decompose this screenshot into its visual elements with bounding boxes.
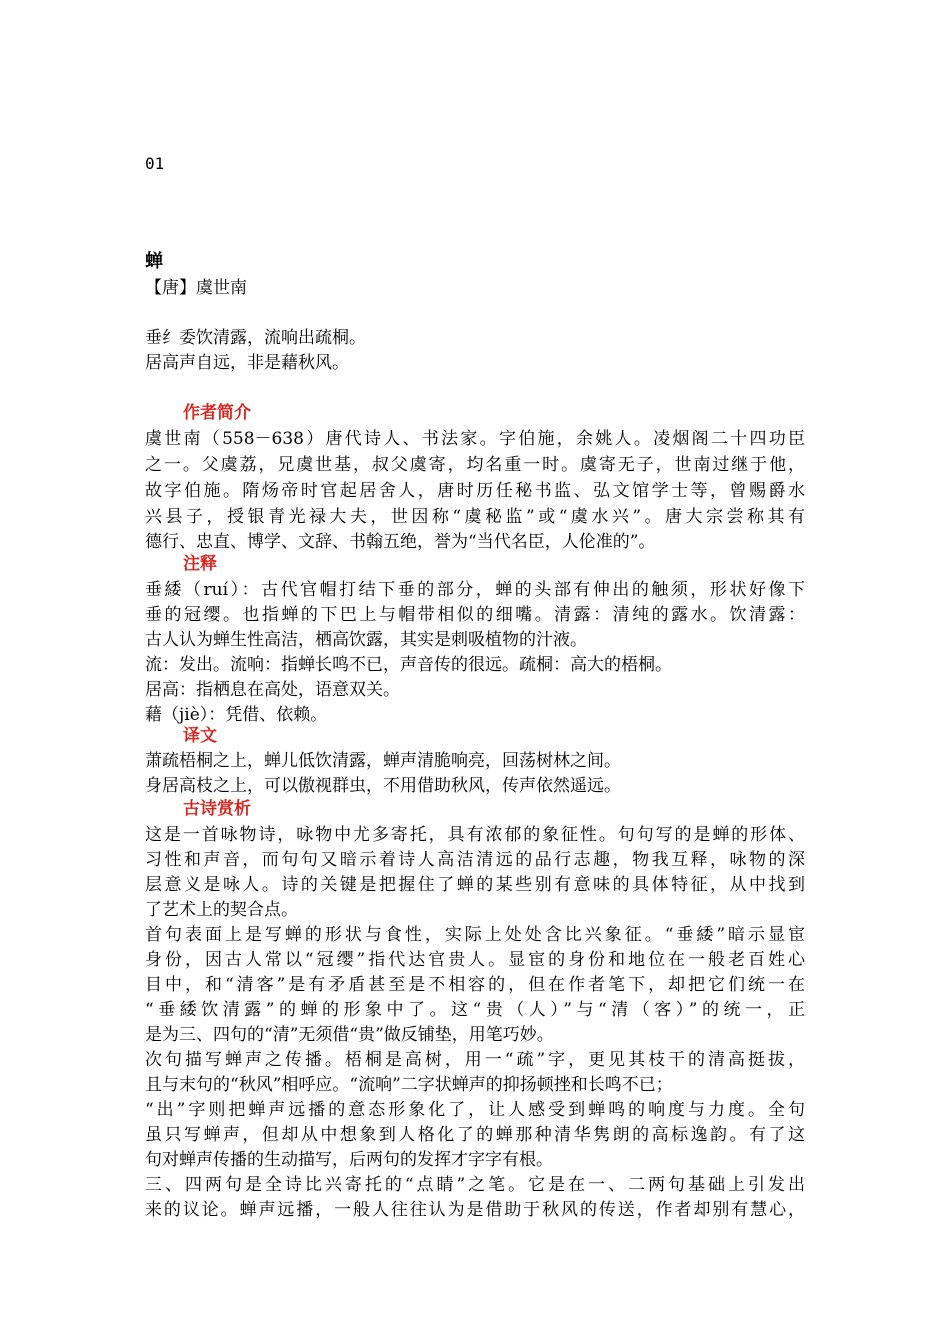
poem-author: 【唐】虞世南 bbox=[145, 278, 247, 298]
body-line: 兴县子，授银青光禄大夫，世因称“虞秘监”或“虞水兴”。唐大宗尝称其有 bbox=[145, 507, 805, 527]
body-line: “垂緌饮清露”的蝉的形象中了。这“贵（人）”与“清（客）”的统一，正 bbox=[145, 1000, 805, 1020]
section-heading-translation: 译文 bbox=[183, 726, 217, 746]
body-line: 身份，因古人常以“冠缨”指代达官贵人。显宦的身份和地位在一般老百姓心 bbox=[145, 950, 805, 970]
body-line: 句对蝉声传播的生动描写，后两句的发挥才字字有根。 bbox=[145, 1150, 553, 1170]
body-line: 居高：指栖息在高处，语意双关。 bbox=[145, 680, 400, 700]
section-heading-author-bio: 作者简介 bbox=[183, 403, 251, 423]
body-line: 流：发出。流响：指蝉长鸣不已，声音传的很远。疏桐：高大的梧桐。 bbox=[145, 655, 672, 675]
body-line: 萧疏梧桐之上，蝉儿低饮清露，蝉声清脆响亮，回荡树林之间。 bbox=[145, 751, 621, 771]
body-line: 目中，和“清客”是有矛盾甚至是不相容的，但在作者笔下，却把它们统一在 bbox=[145, 975, 805, 995]
body-line: 虽只写蝉声，但却从中想象到人格化了的蝉那种清华隽朗的高标逸韵。有了这 bbox=[145, 1125, 805, 1145]
body-line: 垂的冠缨。也指蝉的下巴上与帽带相似的细嘴。清露：清纯的露水。饮清露： bbox=[145, 605, 805, 625]
body-line: 来的议论。蝉声远播，一般人往往认为是借助于秋风的传送，作者却别有慧心， bbox=[145, 1200, 805, 1220]
body-line: 这是一首咏物诗，咏物中尤多寄托，具有浓郁的象征性。句句写的是蝉的形体、 bbox=[145, 825, 805, 845]
body-line: 且与末句的“秋风”相呼应。“流响”二字状蝉声的抑扬顿挫和长鸣不已； bbox=[145, 1075, 673, 1095]
body-line: 身居高枝之上，可以傲视群虫，不用借助秋风，传声依然遥远。 bbox=[145, 776, 621, 796]
body-line: 首句表面上是写蝉的形状与食性，实际上处处含比兴象征。“垂緌”暗示显宦 bbox=[145, 925, 805, 945]
body-line: 了艺术上的契合点。 bbox=[145, 900, 298, 920]
page-number: 01 bbox=[145, 154, 165, 173]
body-line: 虞世南（558－638）唐代诗人、书法家。字伯施，余姚人。凌烟阁二十四功臣 bbox=[145, 429, 805, 449]
body-line: 垂緌（ruí）：古代官帽打结下垂的部分，蝉的头部有伸出的触须，形状好像下 bbox=[145, 580, 805, 600]
body-line: 层意义是咏人。诗的关键是把握住了蝉的某些别有意味的具体特征，从中找到 bbox=[145, 875, 805, 895]
body-line: 故字伯施。隋炀帝时官起居舍人，唐时历任秘书监、弘文馆学士等，曾赐爵水 bbox=[145, 481, 805, 501]
body-line: 习性和声音，而句句又暗示着诗人高洁清远的品行志趣，物我互释，咏物的深 bbox=[145, 850, 805, 870]
body-line: 藉（jiè）：凭借、依赖。 bbox=[145, 705, 328, 725]
poem-title: 蝉 bbox=[145, 251, 163, 272]
section-heading-appreciation: 古诗赏析 bbox=[183, 799, 251, 819]
poem-line: 居高声自远，非是藉秋风。 bbox=[145, 353, 349, 373]
section-heading-notes: 注释 bbox=[183, 554, 217, 574]
body-line: 三、四两句是全诗比兴寄托的“点睛”之笔。它是在一、二两句基础上引发出 bbox=[145, 1175, 805, 1195]
body-line: 德行、忠直、博学、文辞、书翰五绝，誉为“当代名臣，人伦准的”。 bbox=[145, 532, 656, 552]
body-line: 古人认为蝉生性高洁，栖高饮露，其实是刺吸植物的汁液。 bbox=[145, 630, 587, 650]
body-line: 之一。父虞荔，兄虞世基，叔父虞寄，均名重一时。虞寄无子，世南过继于他， bbox=[145, 455, 805, 475]
poem-line: 垂纟委饮清露，流响出疏桐。 bbox=[145, 328, 366, 348]
body-line: 是为三、四句的“清”无须借“贵”做反铺垫，用笔巧妙。 bbox=[145, 1025, 554, 1045]
body-line: 次句描写蝉声之传播。梧桐是高树，用一“疏”字，更见其枝干的清高挺拔， bbox=[145, 1050, 805, 1070]
body-line: “出”字则把蝉声远播的意态形象化了，让人感受到蝉鸣的响度与力度。全句 bbox=[145, 1100, 805, 1120]
